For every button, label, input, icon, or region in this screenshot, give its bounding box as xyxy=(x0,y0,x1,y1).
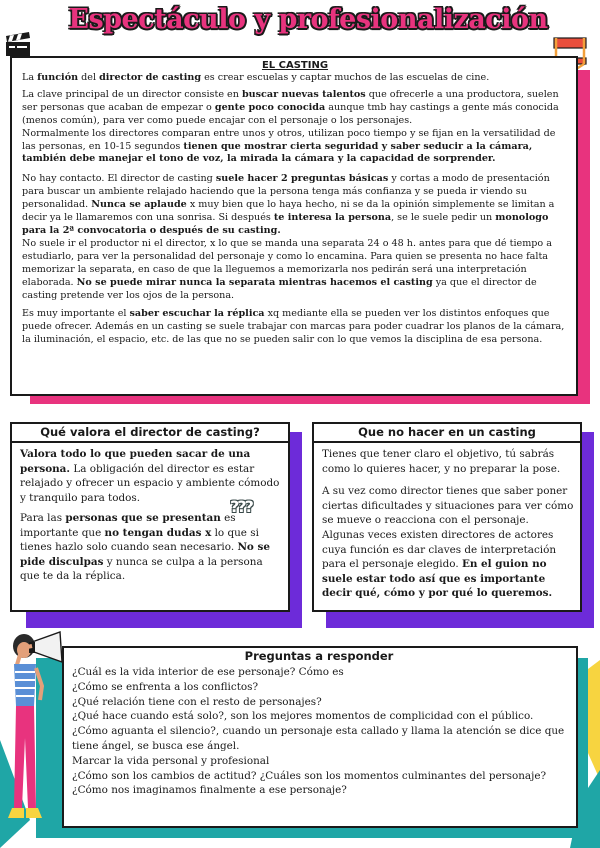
casting-card xyxy=(10,56,578,396)
casting-heading: EL CASTING xyxy=(261,60,329,71)
no-hacer-heading: Que no hacer en un casting xyxy=(314,424,580,443)
question-item: ¿Cómo son los cambios de actitud? ¿Cuáles son los momentos culminantes del personaje? xyxy=(72,769,547,782)
text-run: personas que se presentan xyxy=(65,512,221,524)
text-run: Es muy importante el xyxy=(22,308,130,320)
no-hacer-card xyxy=(312,422,582,612)
valora-card xyxy=(10,422,290,612)
text-run: Valora todo lo que pueden sacar de una persona. xyxy=(20,448,251,475)
question-marks-icon: ??? xyxy=(230,497,252,516)
text-run: No hay contacto. El director de casting xyxy=(22,173,216,185)
casting-paragraph-5 xyxy=(22,238,568,303)
question-item: ¿Qué hace cuando está solo?, son los mejores momentos de complicidad con el público. xyxy=(72,710,534,723)
preguntas-list xyxy=(72,665,568,798)
text-run: no tengan dudas x xyxy=(104,526,212,539)
question-item: ¿Cómo se enfrenta a los conflictos? xyxy=(72,680,259,693)
casting-paragraph-3 xyxy=(22,128,568,167)
text-run: te interesa la persona xyxy=(273,212,392,224)
text-run: , se le suele pedir un xyxy=(391,212,496,224)
text-run: aunque tmb hay castings a gente más conocida (menos común), para ver como puede encajar con el personaje o los personajes. xyxy=(22,101,559,126)
text-run: No se puede mirar nunca la separata mientras hacemos el casting xyxy=(76,276,433,288)
page-title: Espectáculo y profesionalización xyxy=(68,4,548,35)
text-run: Normalmente los directores comparan entre unos y otros, utilizan poco tiempo y se fijan en la versatilidad de las personas, en 10-15 segundos xyxy=(22,127,556,152)
text-run: buscar nuevas talentos xyxy=(241,88,366,100)
casting-paragraph-2 xyxy=(22,89,568,128)
text-run: x muy bien que lo haya hecho, ni se da la opinión simplemente se limitan a decir ya le llamaremos con una sonrisa. Si después xyxy=(22,199,555,224)
text-run: A su vez como director tienes que saber poner ciertas dificultades y situaciones para ver cómo se mueve o reacciona con el personaje. Algunas veces existen directores de actores cuya función es dar claves de interpretación para el personaje elegido. xyxy=(322,485,574,571)
text-run: del xyxy=(78,72,100,83)
text-run: gente poco conocida xyxy=(214,101,326,113)
question-item: Marcar la vida personal y profesional xyxy=(72,754,270,767)
text-run: No suele ir el productor ni el director, x lo que se manda una separata 24 o 48 h. antes para que dé tiempo a estudiarlo, para ver la personalidad del personaje y como lo encamina. Para quien se presenta no hace falta memorizar la separata, en caso de que la lleguemos a memorizarla nos pedirán será una interpretación elaborada. xyxy=(22,237,552,288)
question-item: ¿Qué relación tiene con el resto de personajes? xyxy=(72,695,322,708)
text-run: La xyxy=(22,72,38,83)
text-run: suele hacer 2 preguntas básicas xyxy=(215,173,389,185)
text-run: En el guion no suele estar todo así que es importante decir qué, cómo y por qué lo queremos. xyxy=(322,558,553,600)
woman-megaphone-illustration xyxy=(2,628,72,838)
question-item: ¿Cómo nos imaginamos finalmente a ese personaje? xyxy=(72,784,347,797)
question-item: ¿Cómo aguanta el silencio?, cuando un personaje esta callado y llama la atención se dice que tiene ángel, se busca ese ángel. xyxy=(72,725,565,752)
text-run: tienen que mostrar cierta seguridad y saber seducir a la cámara, también debe manejar el tono de voz, la mirada la cámara y la capacidad de sorprender. xyxy=(22,140,533,165)
no-hacer-paragraph-1 xyxy=(322,447,574,476)
text-run: Nunca se aplaude xyxy=(91,199,187,211)
text-run: monologo para la 2ª convocatoria o después de su casting. xyxy=(22,212,549,236)
text-run: La clave principal de un director consiste en xyxy=(22,88,242,100)
text-run: es importante que xyxy=(20,512,236,539)
preguntas-card xyxy=(62,646,578,828)
text-run: Para las xyxy=(20,512,66,524)
casting-paragraph-6 xyxy=(22,308,568,347)
casting-paragraph-4 xyxy=(22,173,568,238)
text-run: saber escuchar la réplica xyxy=(129,308,265,320)
text-run: ya que el director de casting pretende ver los ojos de la persona. xyxy=(22,276,537,301)
text-run: y nunca se culpa a la persona que te da la réplica. xyxy=(20,555,263,582)
text-run: y cortas a modo de presentación para buscar un ambiente relajado haciendo que la persona tenga más confianza y se pueda ir viendo su personalidad. xyxy=(22,173,550,211)
text-run: xq mediante ella se pueden ver los distintos enfoques que puede ofrecer. Además en un casting se suele trabajar con marcas para poder cuadrar los planos de la cámara, la iluminación, el espacio, etc. de las que no se pueden salir con lo que vemos la disciplina de esa persona. xyxy=(22,308,565,346)
text-run: Tienes que tener claro el objetivo, tú sabrás como lo quieres hacer, y no preparar la pose. xyxy=(322,448,561,475)
text-run: director de casting xyxy=(99,72,202,83)
valora-paragraph-2 xyxy=(20,511,282,584)
text-run: es crear escuelas y captar muchos de las escuelas de cine. xyxy=(201,72,490,83)
no-hacer-paragraph-2 xyxy=(322,484,574,601)
text-run: lo que si tienes hazlo solo cuando sean necesario. xyxy=(20,526,259,553)
text-run: que ofrecerle a una productora, suelen ser personas que acaban de empezar o xyxy=(22,88,559,113)
text-run: No se pide disculpas xyxy=(20,541,270,568)
text-run: función xyxy=(37,72,79,83)
preguntas-heading: Preguntas a responder xyxy=(244,649,394,663)
valora-heading: Qué valora el director de casting? xyxy=(12,424,288,443)
text-run: La obligación del director es estar relajado y ofrecer un espacio y ambiente cómodo y tranquilo para todos. xyxy=(20,462,280,504)
question-item: ¿Cuál es la vida interior de ese personaje? Cómo es xyxy=(72,666,344,678)
casting-paragraph-1 xyxy=(22,72,568,85)
